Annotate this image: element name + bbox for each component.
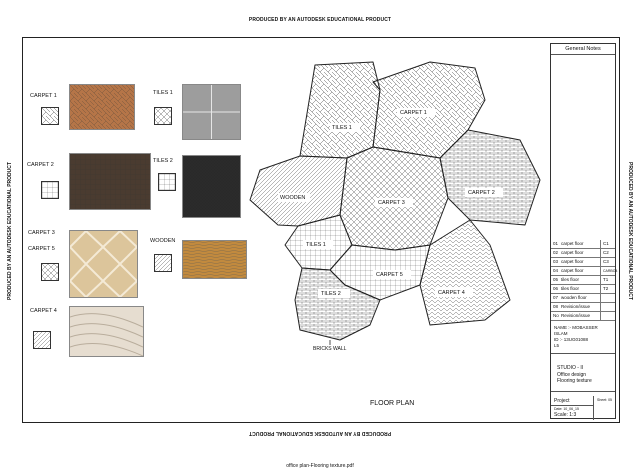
swatch-carpet2 — [41, 181, 59, 199]
legend-row: 07 wooden floor — [551, 294, 615, 303]
studio-name: STUDIO - II — [557, 365, 584, 371]
file-name-footer: office plan-Flooring texture.pdf — [286, 463, 354, 469]
title-block — [550, 43, 616, 419]
drawing-date: Date: 10_06_15 — [554, 407, 579, 411]
legend-row: 02 carpet floor C2 — [551, 249, 615, 258]
photo-carpet3 — [69, 230, 138, 298]
label-carpet4: CARPET 4 — [30, 308, 57, 314]
author-name: NAME :- MOBASSER ISLAM — [554, 325, 598, 336]
photo-tiles1 — [182, 84, 241, 140]
swatch-carpet1 — [41, 107, 59, 125]
side-watermark-right: PRODUCED BY AN AUTODESK EDUCATIONAL PRODUCT — [627, 162, 633, 300]
zone-tiles1-top — [300, 62, 380, 158]
photo-wooden — [182, 240, 247, 279]
plan-label-carpet5: CARPET 5 — [376, 272, 403, 278]
legend-row: 04 carpet floor CARBO4 — [551, 267, 615, 276]
legend-row: 06 tiles floor T2 — [551, 285, 615, 294]
plan-label-carpet3: CARPET 3 — [378, 200, 405, 206]
side-watermark-left: PRODUCED BY AN AUTODESK EDUCATIONAL PRODUCT — [7, 162, 13, 300]
studio-block — [551, 362, 615, 392]
photo-tiles2 — [182, 155, 241, 218]
label-wooden: WOODEN — [150, 238, 176, 244]
drawing-desc-2: Flooring texture — [557, 378, 592, 384]
plan-label-carpet4: CARPET 4 — [438, 290, 465, 296]
legend-row: No Revision/issue — [551, 312, 615, 321]
swatch-wooden — [154, 254, 172, 272]
legend-row: 01 carpet floor C1 — [551, 240, 615, 249]
drawing-scale: Scale: 1:3 — [554, 412, 577, 418]
swatch-carpet3 — [41, 263, 59, 281]
swatch-carpet4 — [33, 331, 51, 349]
header-watermark-bottom: PRODUCED BY AN AUTODESK EDUCATIONAL PRODUCT — [248, 430, 392, 436]
swatch-tiles2 — [158, 173, 176, 191]
author-id: ID :- 13UG01088 — [554, 337, 589, 342]
plan-label-carpet2: CARPET 2 — [468, 190, 495, 196]
legend-row: 08 Revision/issue — [551, 303, 615, 312]
header-watermark-top: PRODUCED BY AN AUTODESK EDUCATIONAL PRODUCT — [248, 17, 392, 23]
author-extra: L5 — [554, 343, 560, 348]
plan-title: FLOOR PLAN — [370, 400, 415, 407]
project-block — [551, 396, 615, 420]
label-tiles2: TILES 2 — [153, 158, 173, 164]
label-carpet5: CARPET 5 — [28, 246, 55, 252]
photo-carpet2 — [69, 153, 151, 210]
plan-label-tiles2: TILES 2 — [321, 291, 341, 297]
swatch-tiles1 — [154, 107, 172, 125]
photo-carpet1 — [69, 84, 135, 130]
zone-wooden — [250, 156, 347, 226]
label-carpet2: CARPET 2 — [27, 162, 54, 168]
zone-carpet2 — [440, 130, 540, 225]
label-tiles1: TILES 1 — [153, 90, 173, 96]
label-carpet1: CARPET 1 — [30, 93, 57, 99]
plan-label-wooden: WOODEN — [280, 195, 306, 201]
plan-label-bricks-wall: BRICKS WALL — [313, 346, 347, 352]
photo-carpet4 — [69, 306, 144, 357]
general-notes-heading: General Notes — [551, 44, 615, 55]
author-block — [551, 324, 615, 354]
project-label: Project — [554, 398, 570, 404]
plan-label-tiles1: TILES 1 — [306, 242, 326, 248]
label-carpet3: CARPET 3 — [28, 230, 55, 236]
legend-row: 03 carpet floor C3 — [551, 258, 615, 267]
legend-row: 05 tiles floor T1 — [551, 276, 615, 285]
plan-label-carpet1: CARPET 1 — [400, 110, 427, 116]
plan-label-tiles1-top: TILES 1 — [332, 125, 352, 131]
sheet-number: Sheet: 05 — [597, 398, 612, 402]
drawing-desc-1: Office design — [557, 371, 587, 378]
